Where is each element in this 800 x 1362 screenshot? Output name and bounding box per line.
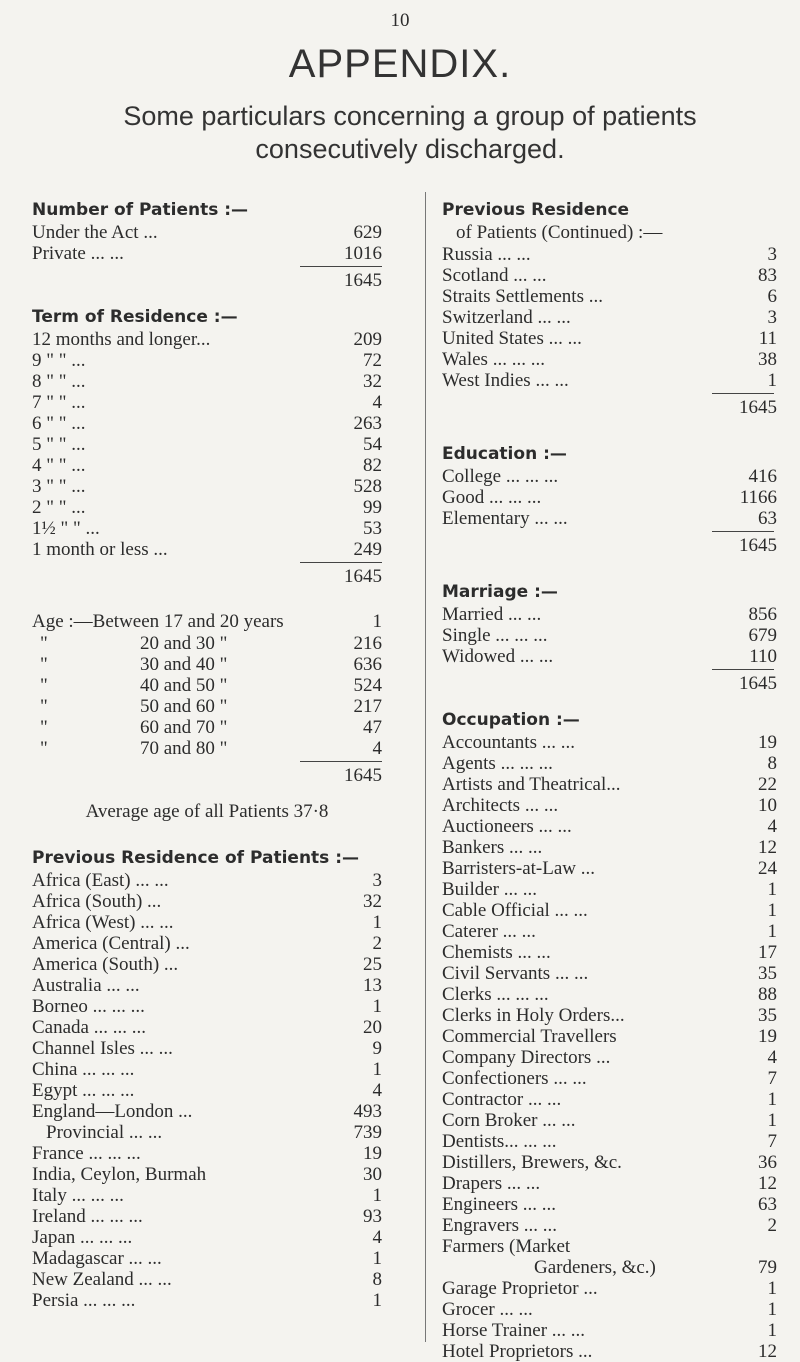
row-value: 4 — [372, 1080, 382, 1101]
table-row — [32, 497, 382, 518]
row-value: 7 — [767, 1131, 777, 1152]
age-first-value: 1 — [372, 611, 382, 632]
row-value: 88 — [758, 984, 777, 1005]
row-value: 8 — [372, 1269, 382, 1290]
row-value: 8 — [767, 753, 777, 774]
table-row — [32, 476, 382, 497]
row-label: Elementary ... ... — [442, 508, 568, 529]
table-row — [32, 1164, 382, 1185]
table-row — [32, 329, 382, 350]
table-row — [32, 518, 382, 539]
row-value: 4 — [372, 738, 382, 759]
row-label: Japan ... ... ... — [32, 1227, 133, 1248]
row-value: 1 — [372, 1059, 382, 1080]
table-row — [32, 954, 382, 975]
row-label: Confectioners ... ... — [442, 1068, 587, 1089]
table-row — [442, 942, 777, 963]
row-value: 3 — [767, 244, 777, 265]
table-row — [442, 307, 777, 328]
row-label: Straits Settlements ... — [442, 286, 603, 307]
row-label: Corn Broker ... ... — [442, 1110, 576, 1131]
row-value: 19 — [758, 732, 777, 753]
number-of-patients-list — [32, 222, 382, 264]
row-label: West Indies ... ... — [442, 370, 569, 391]
row-label: Clerks in Holy Orders... — [442, 1005, 625, 1026]
row-label: Artists and Theatrical... — [442, 774, 621, 795]
table-row — [442, 732, 777, 753]
table-row — [32, 1038, 382, 1059]
row-label: 40 and 50 " — [140, 675, 228, 696]
row-label: College ... ... ... — [442, 466, 559, 487]
table-row — [32, 738, 382, 759]
row-value: 63 — [758, 508, 777, 529]
row-value: 10 — [758, 795, 777, 816]
row-label: Horse Trainer ... ... — [442, 1320, 586, 1341]
row-label: Barristers-at-Law ... — [442, 858, 595, 879]
row-label: 5 " " ... — [32, 434, 86, 455]
table-row — [32, 1122, 382, 1143]
table-row — [442, 858, 777, 879]
table-row — [442, 1026, 777, 1047]
education-list — [442, 466, 777, 529]
row-value: 528 — [353, 476, 382, 497]
row-label: Under the Act ... — [32, 222, 158, 243]
table-row — [442, 1152, 777, 1173]
table-row — [442, 604, 777, 625]
row-value: 1 — [372, 1248, 382, 1269]
row-label: 3 " " ... — [32, 476, 86, 497]
table-row — [442, 1110, 777, 1131]
row-label: 70 and 80 " — [140, 738, 228, 759]
table-row — [442, 753, 777, 774]
table-row — [442, 1131, 777, 1152]
total-rule — [300, 562, 382, 563]
row-value: 24 — [758, 858, 777, 879]
row-label: 9 " " ... — [32, 350, 86, 371]
row-label: Accountants ... ... — [442, 732, 575, 753]
column-divider — [425, 192, 426, 1342]
row-value: 4 — [767, 1047, 777, 1068]
table-row — [442, 349, 777, 370]
table-row — [32, 996, 382, 1017]
table-row — [32, 1185, 382, 1206]
row-label: Ireland ... ... ... — [32, 1206, 143, 1227]
row-value: 1 — [767, 1089, 777, 1110]
row-label: Gardeners, &c.) — [534, 1257, 656, 1278]
row-value: 1 — [767, 1110, 777, 1131]
row-label: Distillers, Brewers, &c. — [442, 1152, 622, 1173]
row-value: 82 — [363, 455, 382, 476]
row-label: Architects ... ... — [442, 795, 559, 816]
term-of-residence-list — [32, 329, 382, 560]
table-row — [442, 963, 777, 984]
row-value: 11 — [758, 328, 777, 349]
row-label: Married ... ... — [442, 604, 542, 625]
ditto-mark: " — [40, 654, 48, 675]
page-number: 10 — [390, 10, 410, 31]
page-title: APPENDIX. — [288, 42, 512, 86]
table-row — [442, 646, 777, 667]
table-row — [32, 1248, 382, 1269]
row-value: 217 — [353, 696, 382, 717]
row-label: 1 month or less ... — [32, 539, 168, 560]
row-value: 4 — [372, 1227, 382, 1248]
row-value: 1 — [767, 879, 777, 900]
table-row — [32, 1101, 382, 1122]
total-rule — [300, 266, 382, 267]
residence-continued-list — [442, 244, 777, 391]
total-rule — [712, 531, 774, 532]
table-row — [442, 487, 777, 508]
table-row — [32, 350, 382, 371]
row-value: 1 — [767, 921, 777, 942]
left-column — [32, 198, 382, 1311]
ditto-mark: " — [40, 633, 48, 654]
row-label: 50 and 60 " — [140, 696, 228, 717]
row-label: Clerks ... ... ... — [442, 984, 549, 1005]
row-value: 1 — [372, 1185, 382, 1206]
row-label: Chemists ... ... — [442, 942, 551, 963]
row-label: Borneo ... ... ... — [32, 996, 145, 1017]
row-label: Egypt ... ... ... — [32, 1080, 135, 1101]
table-row — [32, 675, 382, 696]
row-label: Builder ... ... — [442, 879, 537, 900]
row-value: 36 — [758, 1152, 777, 1173]
age-total: 1645 — [344, 765, 382, 786]
row-label: 1½ " " ... — [32, 518, 100, 539]
table-row — [442, 1320, 777, 1341]
row-value: 1166 — [739, 487, 777, 508]
row-value: 20 — [363, 1017, 382, 1038]
row-label: Australia ... ... — [32, 975, 140, 996]
row-value: 1 — [372, 912, 382, 933]
section-heading-education: Education :— — [442, 444, 567, 464]
table-row — [32, 371, 382, 392]
section-heading-residence-continued: Previous Residence — [442, 200, 630, 220]
row-value: 679 — [748, 625, 777, 646]
row-value: 110 — [749, 646, 777, 667]
row-label: Hotel Proprietors ... — [442, 1341, 593, 1362]
row-label: Russia ... ... — [442, 244, 531, 265]
row-label: 30 and 40 " — [140, 654, 228, 675]
table-row — [442, 286, 777, 307]
row-value: 93 — [363, 1206, 382, 1227]
row-value: 17 — [758, 942, 777, 963]
table-row — [442, 837, 777, 858]
table-row — [442, 1215, 777, 1236]
row-value: 99 — [363, 497, 382, 518]
table-row — [442, 1257, 777, 1278]
row-value: 25 — [363, 954, 382, 975]
row-value: 2 — [767, 1215, 777, 1236]
residence-continued-total: 1645 — [739, 397, 777, 418]
table-row — [442, 370, 777, 391]
section-heading-previous-residence: Previous Residence of Patients :— — [32, 848, 360, 868]
row-label: Canada ... ... ... — [32, 1017, 146, 1038]
row-label: 8 " " ... — [32, 371, 86, 392]
row-label: 4 " " ... — [32, 455, 86, 476]
table-row — [442, 1299, 777, 1320]
row-value: 35 — [758, 1005, 777, 1026]
table-row — [32, 912, 382, 933]
row-value: 12 — [758, 1341, 777, 1362]
row-value: 47 — [363, 717, 382, 738]
table-row — [32, 891, 382, 912]
table-row — [442, 795, 777, 816]
table-row — [32, 539, 382, 560]
row-label: United States ... ... — [442, 328, 582, 349]
table-row — [442, 1173, 777, 1194]
row-label: Africa (South) ... — [32, 891, 162, 912]
ditto-mark: " — [40, 738, 48, 759]
row-value: 1 — [372, 1290, 382, 1311]
table-row — [32, 222, 382, 243]
row-value: 216 — [353, 633, 382, 654]
table-row — [32, 933, 382, 954]
row-value: 12 — [758, 1173, 777, 1194]
table-row — [442, 921, 777, 942]
row-label: 6 " " ... — [32, 413, 86, 434]
section-heading-occupation: Occupation :— — [442, 710, 580, 730]
number-of-patients-total: 1645 — [344, 270, 382, 291]
row-value: 3 — [372, 870, 382, 891]
row-label: 12 months and longer... — [32, 329, 211, 350]
row-value: 2 — [372, 933, 382, 954]
row-value: 636 — [353, 654, 382, 675]
age-list — [32, 633, 382, 759]
page-subtitle: Some particulars concerning a group of patients consecutively discharged. — [123, 101, 697, 164]
row-value: 493 — [353, 1101, 382, 1122]
table-row — [442, 508, 777, 529]
row-value: 79 — [758, 1257, 777, 1278]
row-label: Commercial Travellers — [442, 1026, 617, 1047]
table-row — [442, 879, 777, 900]
section-heading-number-of-patients: Number of Patients :— — [32, 200, 249, 220]
row-value: 856 — [748, 604, 777, 625]
row-value: 38 — [758, 349, 777, 370]
table-row — [442, 244, 777, 265]
row-value: 30 — [363, 1164, 382, 1185]
table-row — [442, 328, 777, 349]
row-value: 9 — [372, 1038, 382, 1059]
row-value: 1 — [767, 370, 777, 391]
row-label: Africa (East) ... ... — [32, 870, 169, 891]
table-row — [32, 413, 382, 434]
row-value: 22 — [758, 774, 777, 795]
table-row — [442, 466, 777, 487]
section-heading-age: Age :—Between 17 and 20 years — [32, 611, 284, 632]
previous-residence-list — [32, 870, 382, 1311]
row-value: 72 — [363, 350, 382, 371]
total-rule — [300, 761, 382, 762]
row-label: 2 " " ... — [32, 497, 86, 518]
ditto-mark: " — [40, 696, 48, 717]
row-label: Engineers ... ... — [442, 1194, 556, 1215]
table-row — [32, 1269, 382, 1290]
row-label: 60 and 70 " — [140, 717, 228, 738]
row-value: 209 — [353, 329, 382, 350]
right-column — [442, 198, 777, 1362]
table-row — [32, 243, 382, 264]
row-label: Company Directors ... — [442, 1047, 611, 1068]
table-row — [442, 1278, 777, 1299]
table-row — [32, 870, 382, 891]
row-label: Italy ... ... ... — [32, 1185, 124, 1206]
row-label: Dentists... ... ... — [442, 1131, 557, 1152]
row-value: 83 — [758, 265, 777, 286]
row-label: Channel Isles ... ... — [32, 1038, 173, 1059]
row-value: 739 — [353, 1122, 382, 1143]
row-label: Drapers ... ... — [442, 1173, 541, 1194]
table-row — [32, 975, 382, 996]
row-label: Widowed ... ... — [442, 646, 554, 667]
occupation-list — [442, 732, 777, 1362]
ditto-mark: " — [40, 717, 48, 738]
table-row — [32, 633, 382, 654]
row-value: 4 — [767, 816, 777, 837]
table-row — [442, 1089, 777, 1110]
row-label: India, Ceylon, Burmah — [32, 1164, 207, 1185]
row-label: Civil Servants ... ... — [442, 963, 589, 984]
row-value: 19 — [363, 1143, 382, 1164]
row-value: 524 — [353, 675, 382, 696]
row-label: Farmers (Market — [442, 1236, 571, 1257]
row-label: Africa (West) ... ... — [32, 912, 174, 933]
row-label: Single ... ... ... — [442, 625, 548, 646]
row-value: 53 — [363, 518, 382, 539]
table-row — [32, 1227, 382, 1248]
table-row — [32, 717, 382, 738]
table-row — [442, 1341, 777, 1362]
table-row — [442, 900, 777, 921]
total-rule — [712, 669, 774, 670]
row-label: Contractor ... ... — [442, 1089, 562, 1110]
row-value: 12 — [758, 837, 777, 858]
row-label: Good ... ... ... — [442, 487, 542, 508]
section-subheading-residence-continued: of Patients (Continued) :— — [456, 222, 663, 243]
marriage-list — [442, 604, 777, 667]
row-label: Scotland ... ... — [442, 265, 547, 286]
row-label: Bankers ... ... — [442, 837, 543, 858]
age-first-row — [32, 611, 382, 633]
table-row — [442, 1194, 777, 1215]
row-label: America (South) ... — [32, 954, 179, 975]
term-of-residence-total: 1645 — [344, 566, 382, 587]
row-label: Caterer ... ... — [442, 921, 536, 942]
row-label: Cable Official ... ... — [442, 900, 588, 921]
row-value: 1 — [767, 900, 777, 921]
table-row — [442, 1005, 777, 1026]
table-row — [32, 1059, 382, 1080]
table-row — [32, 1206, 382, 1227]
row-label: Private ... ... — [32, 243, 124, 264]
row-label: Wales ... ... ... — [442, 349, 545, 370]
row-value: 629 — [353, 222, 382, 243]
row-value: 35 — [758, 963, 777, 984]
row-label: America (Central) ... — [32, 933, 190, 954]
table-row — [442, 1236, 777, 1257]
row-label: China ... ... ... — [32, 1059, 135, 1080]
table-row — [442, 625, 777, 646]
table-row — [32, 1290, 382, 1311]
row-label: Agents ... ... ... — [442, 753, 553, 774]
table-row — [32, 1143, 382, 1164]
total-rule — [712, 393, 774, 394]
row-value: 13 — [363, 975, 382, 996]
row-label: Auctioneers ... ... — [442, 816, 572, 837]
table-row — [442, 1047, 777, 1068]
table-row — [32, 392, 382, 413]
row-label: Switzerland ... ... — [442, 307, 571, 328]
row-value: 32 — [363, 371, 382, 392]
row-label: Madagascar ... ... — [32, 1248, 162, 1269]
row-value: 1016 — [344, 243, 382, 264]
marriage-total: 1645 — [739, 673, 777, 694]
row-value: 3 — [767, 307, 777, 328]
row-value: 63 — [758, 1194, 777, 1215]
row-value: 54 — [363, 434, 382, 455]
row-value: 1 — [767, 1320, 777, 1341]
row-label: England—London ... — [32, 1101, 193, 1122]
row-label: Grocer ... ... — [442, 1299, 533, 1320]
row-value: 7 — [767, 1068, 777, 1089]
average-age: Average age of all Patients 37·8 — [85, 801, 329, 822]
row-value: 1 — [767, 1299, 777, 1320]
row-label: Engravers ... ... — [442, 1215, 558, 1236]
row-label: 20 and 30 " — [140, 633, 228, 654]
table-row — [32, 455, 382, 476]
row-value: 6 — [767, 286, 777, 307]
table-row — [442, 816, 777, 837]
row-value: 263 — [353, 413, 382, 434]
row-label: New Zealand ... ... — [32, 1269, 172, 1290]
table-row — [32, 1017, 382, 1038]
table-row — [442, 984, 777, 1005]
row-label: 7 " " ... — [32, 392, 86, 413]
row-value: 19 — [758, 1026, 777, 1047]
table-row — [442, 265, 777, 286]
row-label: France ... ... ... — [32, 1143, 141, 1164]
row-value: 4 — [372, 392, 382, 413]
education-total: 1645 — [739, 535, 777, 556]
row-value: 249 — [353, 539, 382, 560]
ditto-mark: " — [40, 675, 48, 696]
section-heading-marriage: Marriage :— — [442, 582, 558, 602]
table-row — [442, 774, 777, 795]
row-value: 416 — [748, 466, 777, 487]
row-value: 1 — [372, 996, 382, 1017]
row-label: Provincial ... ... — [46, 1122, 163, 1143]
row-value: 32 — [363, 891, 382, 912]
table-row — [32, 654, 382, 675]
table-row — [32, 696, 382, 717]
table-row — [32, 1080, 382, 1101]
row-label: Persia ... ... ... — [32, 1290, 136, 1311]
row-label: Garage Proprietor ... — [442, 1278, 598, 1299]
section-heading-term-of-residence: Term of Residence :— — [32, 307, 238, 327]
table-row — [442, 1068, 777, 1089]
table-row — [32, 434, 382, 455]
row-value: 1 — [767, 1278, 777, 1299]
